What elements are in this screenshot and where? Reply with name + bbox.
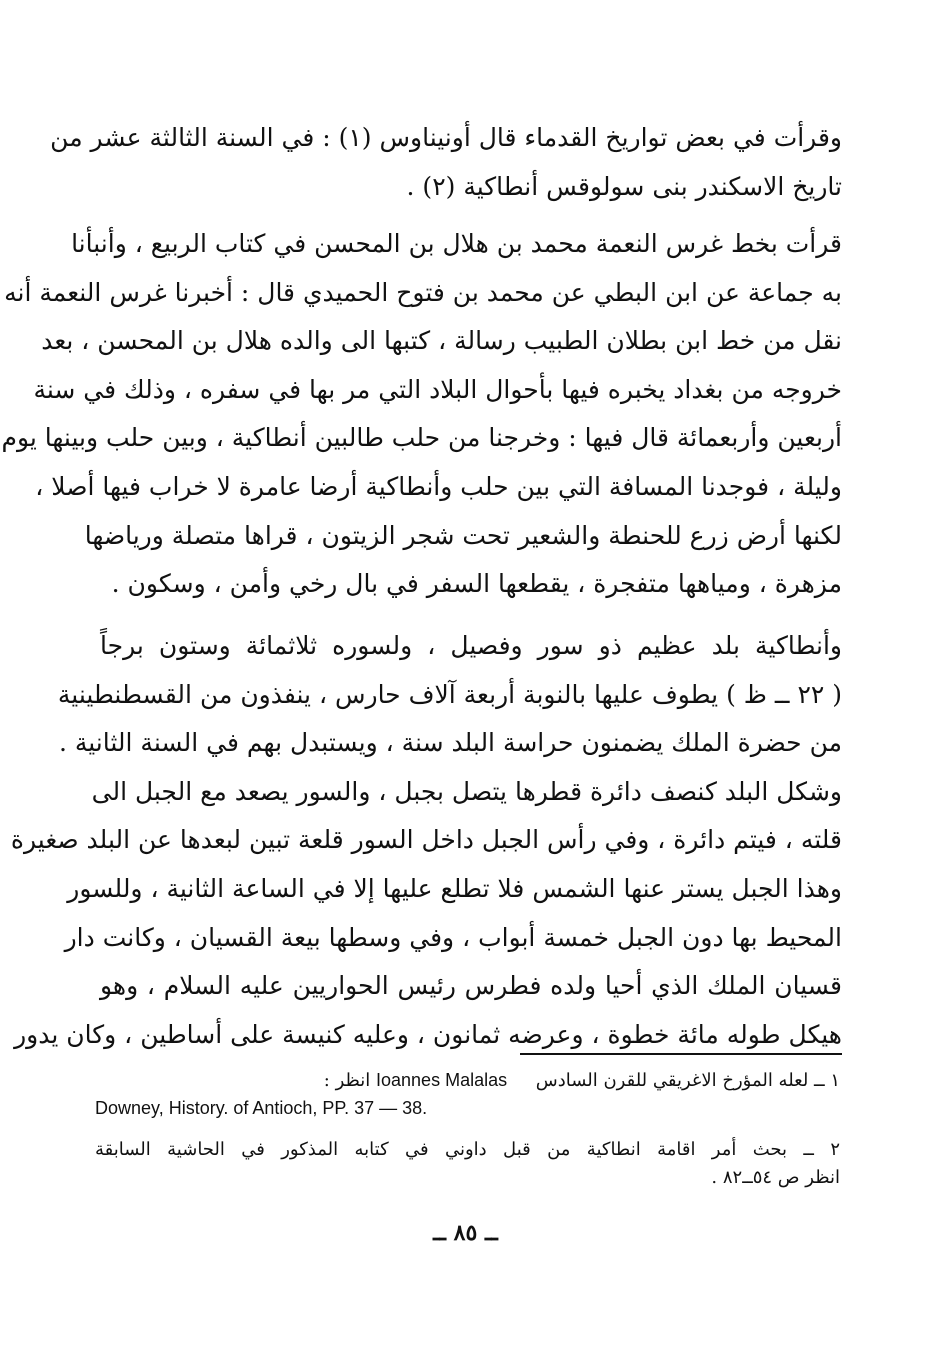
footnote-1-see: انظر : [323, 1070, 371, 1091]
text-line: المحيط بها دون الجبل خمسة أبواب ، وفي وسطها بيعة القسيان ، وكانت دار [64, 922, 842, 952]
text-line: قرأت بخط غرس النعمة محمد بن هلال بن المحسن في كتاب الربيع ، وأنبأنا [71, 229, 842, 258]
text-line: مزهرة ، ومياهها متفجرة ، يقطعها السفر في بال رخي وأمن ، وسكون . [111, 569, 842, 599]
text-line: تاريخ الاسكندر بنى سولوقس أنطاكية (٢) . [406, 171, 842, 201]
text-line: خروجه من بغداد يخبره فيها بأحوال البلاد التي مر بها في سفره ، وذلك في سنة [33, 374, 842, 404]
footnote-2-line-2: انظر ص ٥٤ــ٨٢ . [711, 1167, 840, 1188]
text-line: ( ٢٢ ــ ظ ) يطوف عليها بالنوبة أربعة آلاف حارس ، ينفذون من القسطنطينية [57, 679, 842, 709]
footnote-1-line [95, 1066, 840, 1094]
text-line: قسيان الملك الذي أحيا ولده فطرس رئيس الحواريين عليه السلام ، وهو [100, 971, 842, 1001]
footnote-1-citation: Downey, History. of Antioch, PP. 37 — 38. [95, 1098, 428, 1118]
text-line: قلته ، فيتم دائرة ، وفي رأس الجبل داخل السور قلعة تبين لبعدها عن البلد صغيرة [10, 825, 842, 855]
text-line: به جماعة عن ابن البطي عن محمد بن فتوح الحميدي قال : أخبرنا غرس النعمة أنه [4, 277, 842, 307]
text-line: وقرأت في بعض تواريخ القدماء قال أونيناوس (١) : في السنة الثالثة عشر من [50, 123, 842, 152]
text-line: وشكل البلد كنصف دائرة قطرها يتصل بجبل ، والسور يصعد مع الجبل الى [91, 776, 842, 806]
footnote-divider [520, 1053, 842, 1055]
paragraph-3 [10, 622, 842, 1059]
text-line: نقل من خط ابن بطلان الطبيب رسالة ، كتبها الى والده هلال بن المحسن ، بعد [41, 326, 842, 356]
paragraph-1 [50, 114, 842, 211]
footnote-2 [95, 1136, 840, 1192]
footnote-1 [95, 1066, 840, 1122]
footnote-2-line-1: ٢ ــ بحث أمر اقامة انطاكية من قبل داوني في كتابه المذكور في الحاشية السابقة [95, 1139, 840, 1160]
text-line: وليلة ، فوجدنا المسافة التي بين حلب وأنطاكية أرضا عامرة لا خراب فيها أصلا ، [35, 471, 842, 501]
text-line: لكنها أرض زرع للحنطة والشعير تحت شجر الزيتون ، قراها متصلة ورياضها [84, 520, 842, 550]
text-line: هيكل طوله مائة خطوة ، وعرضه ثمانون ، وعليه كنيسة على أساطين ، وكان يدور [14, 1019, 842, 1049]
text-line: وهذا الجبل يستر عنها الشمس فلا تطلع عليها إلا في الساعة الثانية ، وللسور [67, 873, 842, 903]
footnote-1-text: ١ ــ لعله المؤرخ الاغريقي للقرن السادس [535, 1070, 840, 1091]
footnote-1-latin-name: Ioannes Malalas [376, 1070, 508, 1090]
paragraph-2 [1, 220, 842, 609]
text-line: وأنطاكية بلد عظيم ذو سور وفصيل ، ولسوره ثلاثمائة وستون برجاً [100, 631, 842, 660]
text-line: أربعين وأربعمائة قال فيها : وخرجنا من حلب طالبين أنطاكية ، وبين حلب وبينها يوم [1, 423, 842, 453]
text-line: من حضرة الملك يضمنون حراسة البلد سنة ، ويستبدل بهم في السنة الثانية . [58, 728, 842, 758]
page-number: ــ ٨٥ ــ [433, 1220, 498, 1246]
